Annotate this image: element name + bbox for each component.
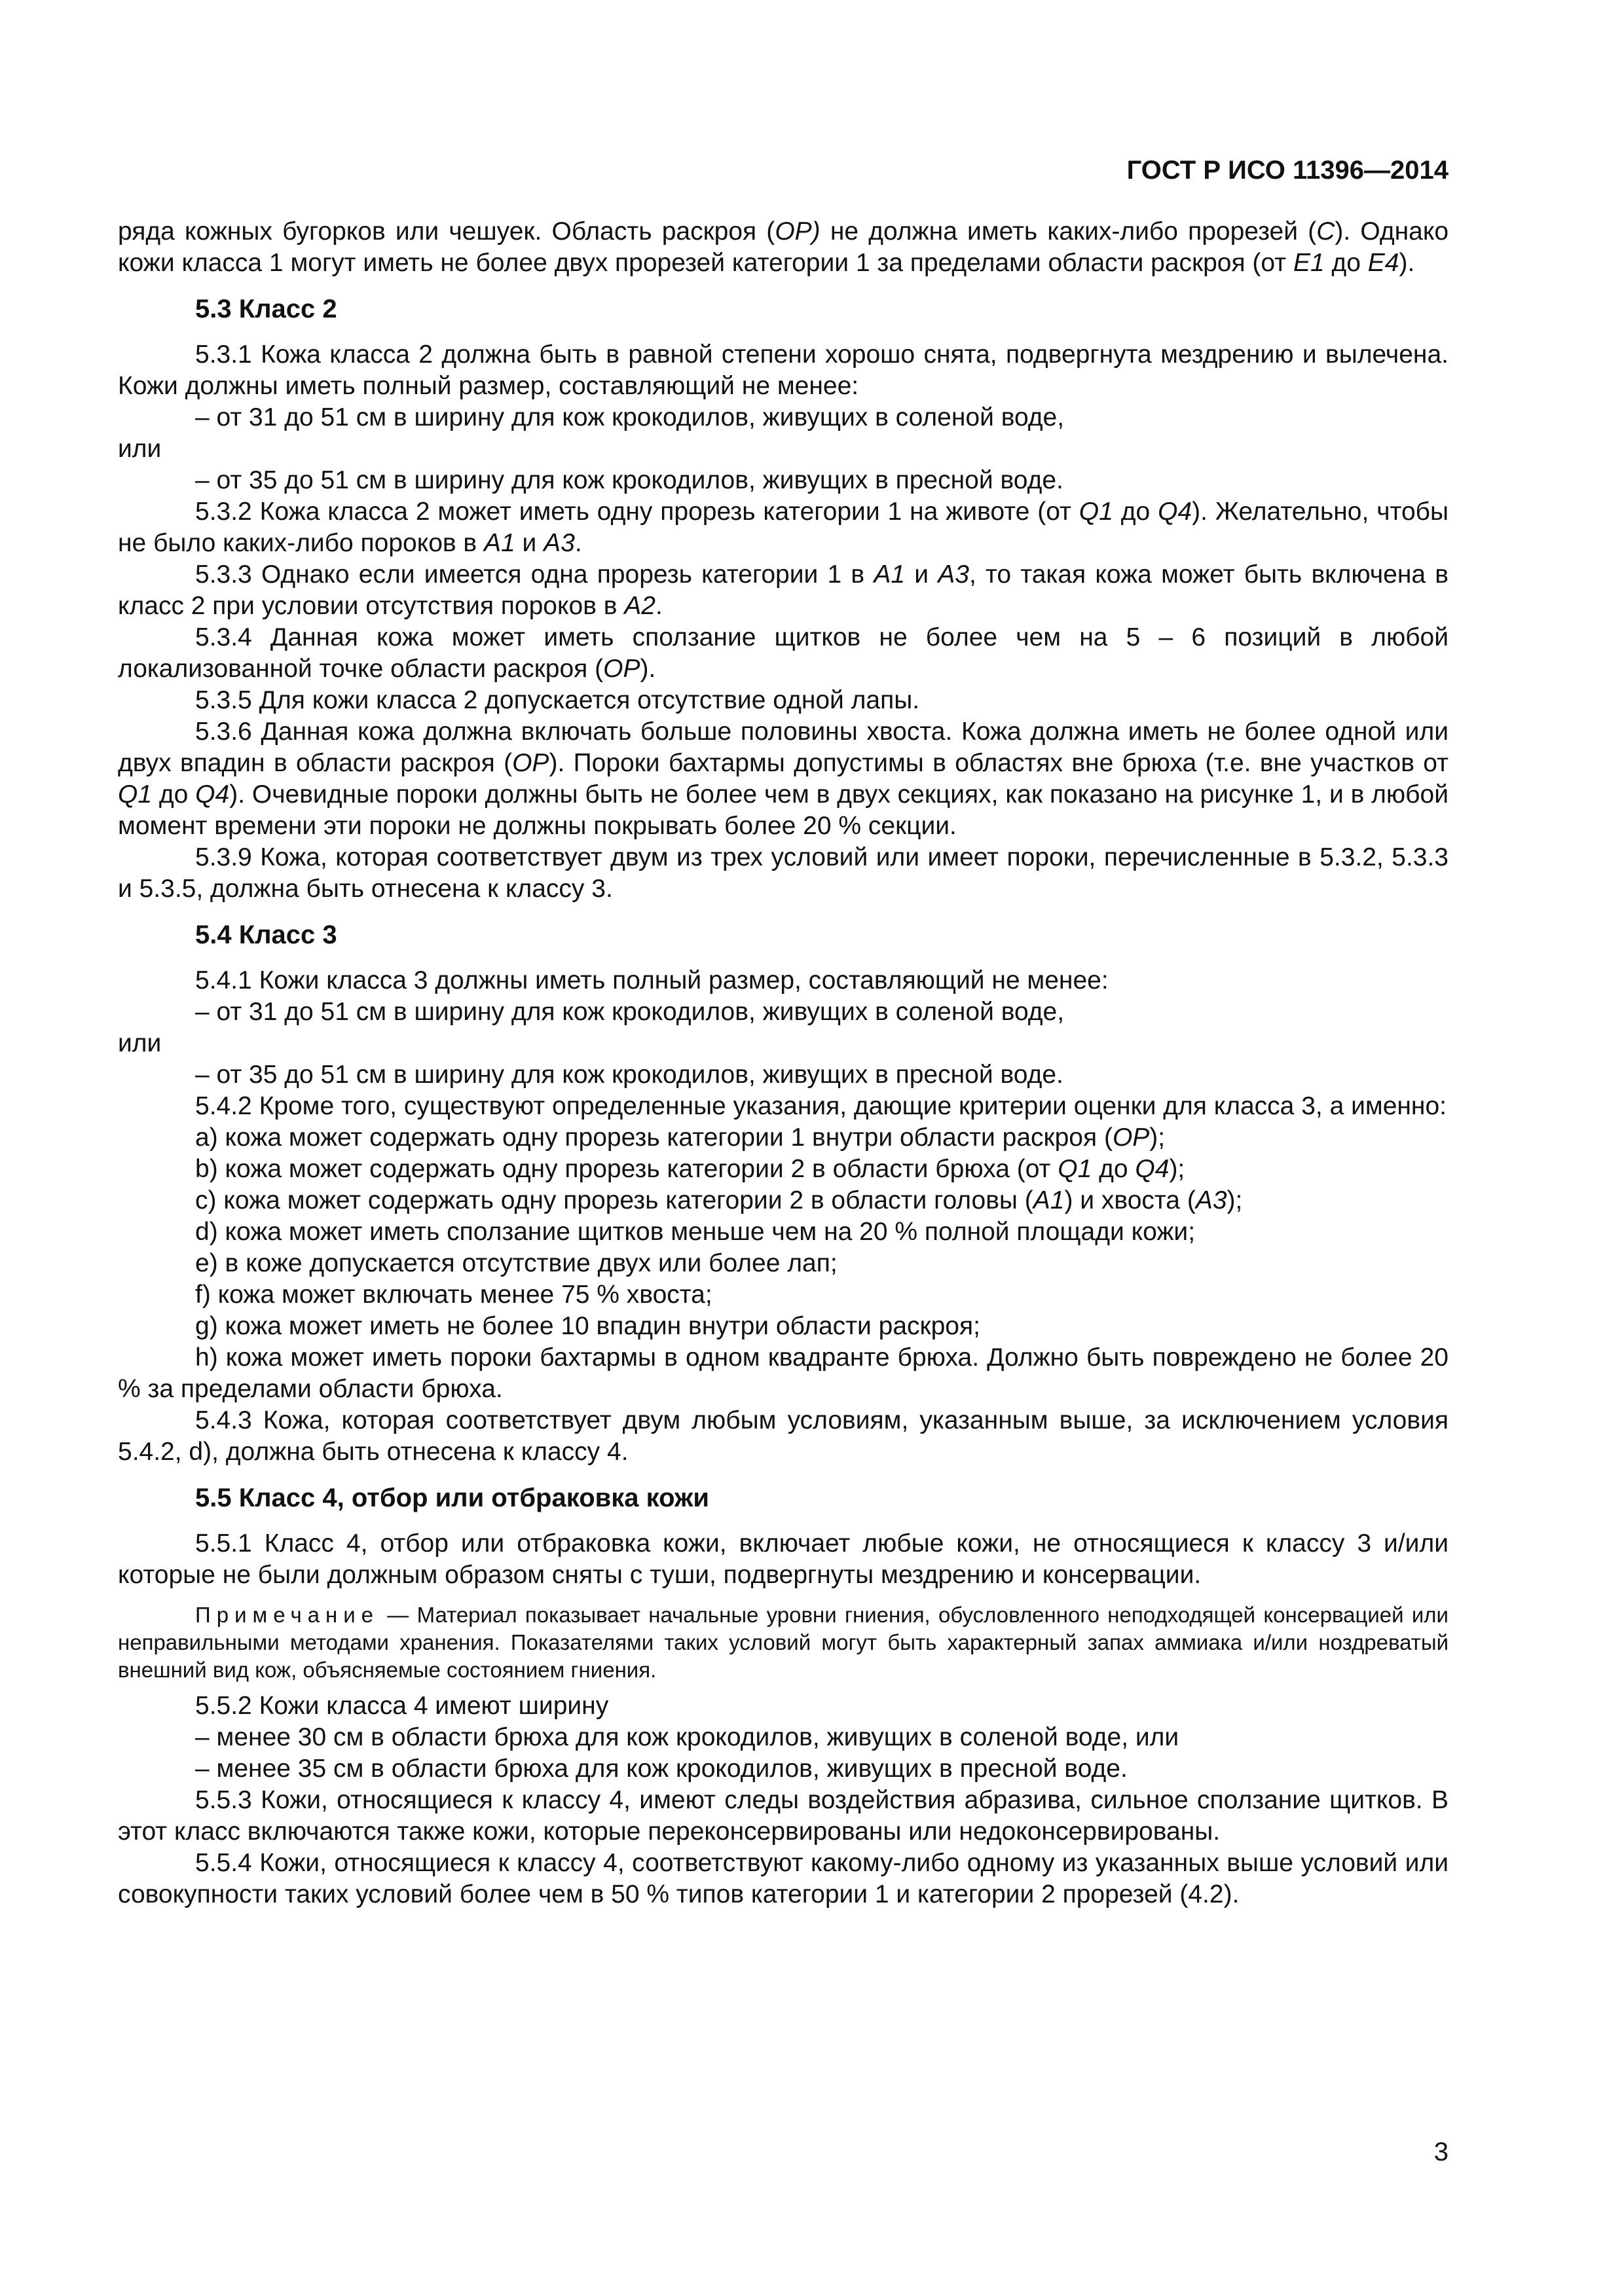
section-heading-5-4: 5.4 Класс 3 (195, 920, 337, 949)
text-run: и (905, 560, 938, 589)
paragraph-5-4-1: 5.4.1 Кожи класса 3 должны иметь полный размер, составляющий не менее: (195, 966, 1109, 994)
list-item-dash: – менее 30 см в области брюха для кож крокодилов, живущих в соленой воде, или (195, 1723, 1179, 1751)
list-item-dash: – от 35 до 51 см в ширину для кож крокодилов, живущих в пресной воде. (195, 1061, 1063, 1089)
text-run: c) кожа может содержать одну прорезь категории 2 в области головы ( (195, 1186, 1033, 1214)
text-run: ). Очевидные пороки должны быть не более чем в двух секциях, как показано на рисунке 1, и в любой момент времени эти пороки не должны покрывать более 20 % секции. (118, 780, 1449, 840)
paragraph-5-5-2: 5.5.2 Кожи класса 4 имеют ширину (195, 1692, 609, 1720)
text-run: до (1092, 1155, 1135, 1183)
text-run-italic: A3 (544, 529, 575, 557)
list-item-h: h) кожа может иметь пороки бахтармы в одном квадранте брюха. Должно быть повреждено не более 20 % за пределами области брюха. (118, 1343, 1449, 1403)
paragraph-5-4-2: 5.4.2 Кроме того, существуют определенные указания, дающие критерии оценки для класса 3, а именно: (195, 1092, 1447, 1120)
text-run: a) кожа может содержать одну прорезь категории 1 внутри области раскроя ( (195, 1123, 1113, 1152)
text-run-italic: Q1 (1058, 1155, 1092, 1183)
text-run-italic: OP) (775, 217, 821, 246)
paragraph-5-3-3 (118, 559, 1449, 622)
conjunction-text: или (118, 1029, 162, 1057)
text-run: , то такая кожа может быть включена в класс 2 при условии отсутствия пороков в (118, 560, 1449, 620)
paragraph-5-3-6 (118, 716, 1449, 842)
text-run: . (655, 592, 663, 620)
list-item-dash: – от 31 до 51 см в ширину для кож крокодилов, живущих в соленой воде, (195, 998, 1065, 1026)
page-number: 3 (1433, 2138, 1449, 2166)
text-run: 5.3.4 Данная кожа может иметь сползание щитков не более чем на 5 – 6 позиций в любой локализованной точке области раскроя ( (118, 623, 1449, 683)
text-run-italic: Q4 (1158, 498, 1192, 526)
text-run-italic: C (1316, 217, 1335, 246)
text-run-italic: A3 (1195, 1186, 1227, 1214)
list-item-a (118, 1122, 1449, 1154)
paragraph-5-3-9: 5.3.9 Кожа, которая соответствует двум из трех условий или имеет пороки, перечисленные в 5.3.2, 5.3.3 и 5.3.5, должна быть отнесена к классу 3. (118, 843, 1449, 903)
list-item-dash: – менее 35 см в области брюха для кож крокодилов, живущих в пресной воде. (195, 1755, 1128, 1783)
text-run-italic: A1 (1033, 1186, 1065, 1214)
text-run: b) кожа может содержать одну прорезь категории 2 в области брюха (от (195, 1155, 1058, 1183)
text-run: до (1113, 498, 1158, 526)
list-item-dash: – от 35 до 51 см в ширину для кож крокодилов, живущих в пресной воде. (195, 466, 1063, 494)
text-run-italic: OP (512, 749, 549, 777)
conjunction-text: или (118, 435, 162, 463)
text-run: ряда кожных бугорков или чешуек. Область раскроя ( (118, 217, 775, 246)
text-run: 5.3.3 Однако если имеется одна прорезь категории 1 в (195, 560, 874, 589)
text-run: и (515, 529, 544, 557)
text-run-italic: E1 (1293, 249, 1325, 277)
intro-paragraph (118, 216, 1449, 279)
list-item-e: e) в коже допускается отсутствие двух или более лап; (195, 1249, 838, 1277)
text-run: 5.3.6 Данная кожа должна включать больше половины хвоста. Кожа должна иметь не более одной или двух впадин в области раскроя ( (118, 718, 1449, 777)
list-item-dash: – от 31 до 51 см в ширину для кож крокодилов, живущих в соленой воде, (195, 403, 1065, 431)
section-heading-5-3: 5.3 Класс 2 (195, 295, 337, 323)
text-run: ); (1227, 1186, 1243, 1214)
text-run-italic: OP (603, 655, 640, 683)
note-paragraph (118, 1601, 1449, 1684)
text-run-italic: E4 (1367, 249, 1399, 277)
text-run: ) и хвоста ( (1064, 1186, 1196, 1214)
paragraph-5-5-3: 5.5.3 Кожи, относящиеся к классу 4, имеют следы воздействия абразива, сильное сползание щитков. В этот класс включаются также кожи, которые переконсервированы или недоконсервированы. (118, 1786, 1449, 1846)
note-label: Примечание (195, 1603, 380, 1627)
text-run: ); (1169, 1155, 1185, 1183)
paragraph-5-3-2 (118, 496, 1449, 559)
list-item-g: g) кожа может иметь не более 10 впадин внутри области раскроя; (195, 1312, 980, 1340)
text-run: до (1324, 249, 1368, 277)
text-run-italic: A1 (874, 560, 906, 589)
text-run: ). Желательно, чтобы не было каких-либо пороков в (118, 498, 1449, 557)
list-item-d: d) кожа может иметь сползание щитков меньше чем на 20 % полной площади кожи; (195, 1218, 1196, 1246)
list-item-c (118, 1185, 1449, 1216)
text-run-italic: Q4 (195, 780, 230, 809)
list-item-f: f) кожа может включать менее 75 % хвоста; (195, 1281, 712, 1309)
text-run: ). Пороки бахтармы допустимы в областях вне брюха (т.е. вне участков от (549, 749, 1449, 777)
paragraph-5-5-1: 5.5.1 Класс 4, отбор или отбраковка кожи, включает любые кожи, не относящиеся к классу 3 и/или которые не были должным образом сняты с туши, подвергнуты мездрению и консервации. (118, 1529, 1449, 1589)
text-run: ); (1149, 1123, 1166, 1152)
text-run-italic: Q1 (1079, 498, 1113, 526)
paragraph-5-3-5: 5.3.5 Для кожи класса 2 допускается отсутствие одной лапы. (195, 686, 920, 714)
paragraph-5-5-4: 5.5.4 Кожи, относящиеся к классу 4, соответствуют какому-либо одному из указанных выше условий или совокупности таких условий более чем в 50 % типов категории 1 и категории 2 прорезей (4.2). (118, 1849, 1449, 1908)
section-heading-5-5: 5.5 Класс 4, отбор или отбраковка кожи (195, 1484, 709, 1512)
text-run-italic: A3 (938, 560, 969, 589)
document-code-header: ГОСТ Р ИСО 11396—2014 (1126, 156, 1449, 185)
paragraph-5-3-4 (118, 622, 1449, 685)
paragraph-5-3-1: 5.3.1 Кожа класса 2 должна быть в равной степени хорошо снята, подвергнута мездрению и вылечена. Кожи должны иметь полный размер, составляющий не менее: (118, 340, 1449, 400)
paragraph-5-4-3: 5.4.3 Кожа, которая соответствует двум любым условиям, указанным выше, за исключением условия 5.4.2, d), должна быть отнесена к классу 4. (118, 1406, 1449, 1466)
text-run: ). Однако кожи класса 1 могут иметь не более двух прорезей категории 1 за пределами области раскроя (от (118, 217, 1449, 277)
text-run-italic: Q1 (118, 780, 153, 809)
text-run: 5.3.2 Кожа класса 2 может иметь одну прорезь категории 1 на животе (от (195, 498, 1079, 526)
text-run-italic: A1 (484, 529, 515, 557)
text-run: ). (640, 655, 656, 683)
text-run-italic: A2 (624, 592, 655, 620)
text-run: не должна иметь каких-либо прорезей ( (820, 217, 1317, 246)
text-run: до (152, 780, 196, 809)
document-body (118, 216, 1449, 1910)
text-run: . (574, 529, 582, 557)
list-item-b (118, 1154, 1449, 1185)
text-run-italic: Q4 (1135, 1155, 1170, 1183)
note-text: — Материал показывает начальные уровни гниения, обусловленного неподходящей консервацией или неправильными методами хранения. Показателями таких условий могут быть характерный запах аммиака и/или ноздреватый внешний вид кож, объясняемые состоянием гниения. (118, 1603, 1449, 1682)
text-run: ). (1399, 249, 1415, 277)
text-run-italic: OP (1112, 1123, 1150, 1152)
